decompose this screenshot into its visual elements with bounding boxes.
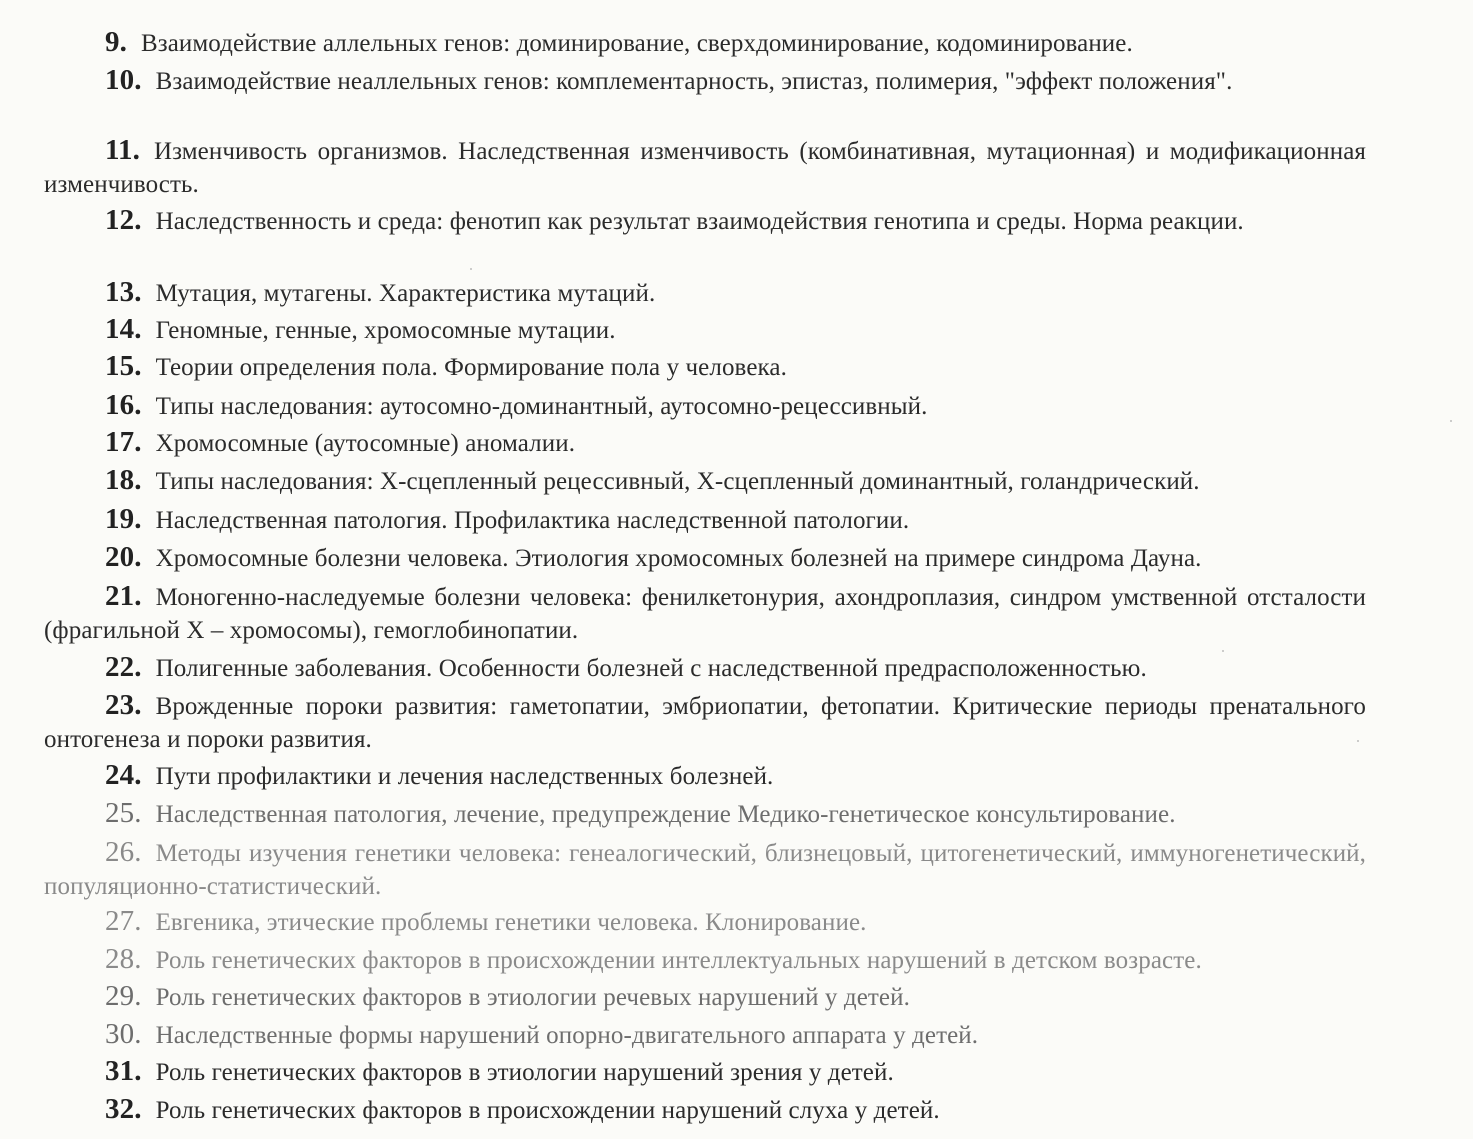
item-text: Изменчивость организмов. Наследственная изменчивость (комбинативная, мутационная) и модификационная изменчивость.: [44, 138, 1366, 198]
item-number: 20.: [105, 541, 142, 573]
item-number: 26.: [105, 836, 142, 868]
item-text: Роль генетических факторов в происхождении нарушений слуха у детей.: [155, 1097, 940, 1124]
item-text: Пути профилактики и лечения наследственных болезней.: [155, 763, 774, 790]
list-item-28: [44, 943, 1366, 977]
item-number: 11.: [105, 134, 140, 166]
item-number: 15.: [105, 350, 142, 382]
list-item-32: [44, 1093, 1366, 1127]
item-number: 28.: [105, 943, 142, 975]
item-number: 32.: [105, 1093, 142, 1125]
list-item-29: [44, 980, 1366, 1014]
scan-speck: [1450, 420, 1452, 422]
item-text: Наследственная патология. Профилактика наследственной патологии.: [155, 507, 910, 534]
list-item-10: [44, 64, 1366, 98]
item-number: 13.: [105, 276, 142, 308]
item-number: 25.: [105, 797, 142, 829]
item-text: Полигенные заболевания. Особенности болезней с наследственной предрасположенностью.: [155, 655, 1147, 682]
item-number: 9.: [105, 26, 127, 58]
item-number: 29.: [105, 980, 142, 1012]
list-item-20: [44, 541, 1366, 575]
item-number: 23.: [105, 689, 142, 721]
scan-speck: [470, 268, 472, 270]
list-item-27: [44, 905, 1366, 939]
list-item-25: [44, 797, 1366, 831]
item-text: Наследственность и среда: фенотип как результат взаимодействия генотипа и среды. Норма реакции.: [155, 208, 1244, 235]
list-item-17: [44, 426, 1366, 460]
list-item-16: [44, 389, 1366, 423]
list-item-31: [44, 1055, 1366, 1089]
scan-speck: [1222, 650, 1224, 652]
item-number: 18.: [105, 464, 142, 496]
item-text: Хромосомные (аутосомные) аномалии.: [155, 430, 576, 457]
item-text: Роль генетических факторов в этиологии нарушений зрения у детей.: [155, 1059, 894, 1086]
list-item-30: [44, 1018, 1366, 1052]
item-text: Роль генетических факторов в происхождении интеллектуальных нарушений в детском возрасте.: [155, 947, 1202, 974]
list-item-13: [44, 276, 1366, 310]
item-number: 21.: [105, 580, 142, 612]
item-text: Наследственные формы нарушений опорно-двигательного аппарата у детей.: [155, 1022, 979, 1049]
item-text: Взаимодействие аллельных генов: доминирование, сверхдоминирование, кодоминирование.: [140, 30, 1133, 57]
item-number: 16.: [105, 389, 142, 421]
list-item-14: [44, 313, 1366, 347]
item-text: Типы наследования: аутосомно-доминантный, аутосомно-рецессивный.: [155, 393, 928, 420]
item-number: 12.: [105, 204, 142, 236]
item-number: 17.: [105, 426, 142, 458]
list-item-26: [44, 836, 1366, 903]
item-text: Мутация, мутагены. Характеристика мутаций.: [155, 280, 656, 307]
item-number: 24.: [105, 759, 142, 791]
item-number: 19.: [105, 503, 142, 535]
list-item-23: [44, 689, 1366, 756]
item-number: 10.: [105, 64, 142, 96]
item-number: 31.: [105, 1055, 142, 1087]
item-text: Типы наследования: Х-сцепленный рецессивный, Х-сцепленный доминантный, голандрический.: [155, 468, 1200, 495]
scan-speck: [1357, 740, 1359, 742]
list-item-12: [44, 204, 1366, 238]
list-item-19: [44, 503, 1366, 537]
list-item-9: [44, 26, 1366, 60]
item-text: Врожденные пороки развития: гаметопатии, эмбриопатии, фетопатии. Критические периоды пренатального онтогенеза и пороки развития.: [44, 693, 1366, 753]
list-item-11: [44, 134, 1366, 201]
item-text: Евгеника, этические проблемы генетики человека. Клонирование.: [155, 909, 867, 936]
item-text: Роль генетических факторов в этиологии речевых нарушений у детей.: [155, 984, 910, 1011]
list-item-24: [44, 759, 1366, 793]
item-text: Геномные, генные, хромосомные мутации.: [155, 317, 616, 344]
item-text: Взаимодействие неаллельных генов: комплементарность, эпистаз, полимерия, "эффект положения".: [155, 68, 1233, 95]
item-text: Наследственная патология, лечение, предупреждение Медико-генетическое консультирование.: [155, 801, 1176, 828]
list-item-18: [44, 464, 1366, 498]
item-text: Хромосомные болезни человека. Этиология хромосомных болезней на примере синдрома Дауна.: [155, 545, 1202, 572]
item-number: 27.: [105, 905, 142, 937]
item-number: 14.: [105, 313, 142, 345]
list-item-22: [44, 651, 1366, 685]
list-item-21: [44, 580, 1366, 647]
list-item-15: [44, 350, 1366, 384]
item-number: 30.: [105, 1018, 142, 1050]
item-text: Моногенно-наследуемые болезни человека: фенилкетонурия, ахондроплазия, синдром умственной отсталости (фрагильной Х – хромосомы), гемоглобинопатии.: [44, 584, 1366, 644]
item-number: 22.: [105, 651, 142, 683]
item-text: Методы изучения генетики человека: генеалогический, близнецовый, цитогенетический, иммуногенетический, популяционно-статистический.: [44, 840, 1366, 900]
item-text: Теории определения пола. Формирование пола у человека.: [155, 354, 787, 381]
